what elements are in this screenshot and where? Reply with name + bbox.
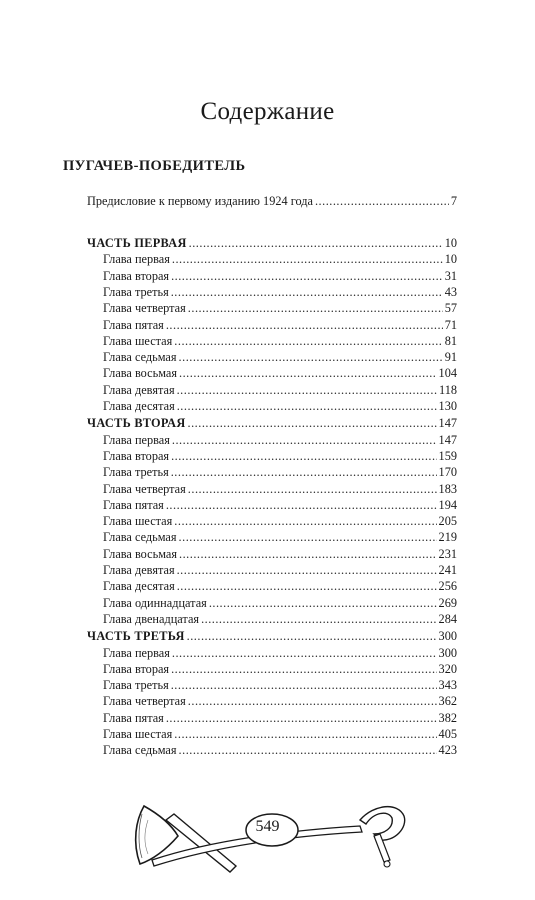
chapter-label: Глава третья bbox=[103, 465, 169, 480]
dot-leader bbox=[174, 514, 436, 529]
chapter-label: Глава четвертая bbox=[103, 481, 186, 496]
chapter-label: Глава восьмая bbox=[103, 546, 178, 561]
dot-leader bbox=[171, 449, 436, 464]
page-ref: 43 bbox=[444, 284, 457, 299]
dot-leader bbox=[179, 366, 437, 381]
toc-chapter-row bbox=[103, 383, 457, 398]
toc-chapter-row bbox=[103, 563, 457, 578]
page-ref: 10 bbox=[444, 252, 457, 267]
chapter-label: Глава первая bbox=[103, 432, 170, 447]
chapter-label: Глава четвертая bbox=[103, 694, 186, 709]
toc-part-row bbox=[87, 629, 457, 644]
dot-leader bbox=[179, 743, 437, 758]
toc-chapter-row bbox=[103, 334, 457, 349]
dot-leader bbox=[172, 252, 443, 267]
chapter-label: Глава седьмая bbox=[103, 530, 177, 545]
toc-chapter-row bbox=[103, 530, 457, 545]
dot-leader bbox=[187, 629, 437, 644]
dot-leader bbox=[171, 662, 436, 677]
toc-chapter-row bbox=[103, 646, 457, 661]
dot-leader bbox=[188, 482, 437, 497]
part-label: ЧАСТЬ ПЕРВАЯ bbox=[87, 236, 187, 250]
page-ref: 284 bbox=[438, 611, 457, 626]
toc-chapter-row bbox=[103, 727, 457, 742]
chapter-label: Глава пятая bbox=[103, 317, 164, 332]
book-title: ПУГАЧЕВ-ПОБЕДИТЕЛЬ bbox=[63, 158, 246, 174]
dot-leader bbox=[171, 678, 437, 693]
chapter-label: Глава вторая bbox=[103, 448, 170, 463]
toc-chapter-row bbox=[103, 579, 457, 594]
page-ref: 159 bbox=[438, 448, 457, 463]
chapter-label: Глава третья bbox=[103, 678, 169, 693]
page-ref: 382 bbox=[438, 710, 457, 725]
chapter-label: Глава вторая bbox=[103, 661, 170, 676]
page-ref: 320 bbox=[438, 661, 457, 676]
dot-leader bbox=[315, 194, 449, 209]
chapter-label: Глава пятая bbox=[103, 710, 164, 725]
page-ref: 118 bbox=[439, 382, 457, 397]
chapter-label: Глава первая bbox=[103, 645, 170, 660]
chapter-label: Глава восьмая bbox=[103, 366, 178, 381]
page-ref: 256 bbox=[438, 579, 457, 594]
chapter-label: Глава двенадцатая bbox=[103, 611, 200, 626]
toc-chapter-row bbox=[103, 596, 457, 611]
chapter-label: Глава десятая bbox=[103, 579, 175, 594]
page-ref: 405 bbox=[438, 727, 457, 741]
preface-label: Предисловие к первому изданию 1924 года bbox=[87, 194, 313, 208]
dot-leader bbox=[171, 285, 443, 300]
toc-chapter-row bbox=[103, 301, 457, 316]
toc-chapter-row bbox=[103, 678, 457, 693]
toc-chapter-row bbox=[103, 465, 457, 480]
toc-chapter-row bbox=[103, 366, 457, 381]
toc-chapter-row bbox=[103, 318, 457, 333]
dot-leader bbox=[179, 547, 437, 562]
chapter-label: Глава седьмая bbox=[103, 350, 177, 365]
chapter-label: Глава пятая bbox=[103, 497, 164, 512]
page-ref: 81 bbox=[444, 333, 457, 348]
chapter-label: Глава первая bbox=[103, 252, 170, 267]
page-title: Содержание bbox=[200, 98, 335, 125]
page-ref: 362 bbox=[438, 694, 457, 709]
dot-leader bbox=[166, 318, 443, 333]
toc-chapter-row bbox=[103, 547, 457, 562]
toc-chapter-row bbox=[103, 350, 457, 365]
page-ref: 231 bbox=[438, 546, 457, 561]
page-ref: 57 bbox=[444, 301, 457, 316]
dot-leader bbox=[172, 433, 437, 448]
toc-part-row bbox=[87, 236, 457, 251]
toc-part-row bbox=[87, 416, 457, 431]
chapter-label: Глава третья bbox=[103, 284, 169, 299]
chapter-label: Глава шестая bbox=[103, 333, 173, 348]
page-ref: 31 bbox=[444, 268, 457, 283]
dot-leader bbox=[177, 579, 437, 594]
page-ref: 300 bbox=[438, 645, 457, 660]
dot-leader bbox=[177, 383, 437, 398]
chapter-label: Глава вторая bbox=[103, 268, 170, 283]
chapter-label: Глава девятая bbox=[103, 382, 175, 397]
page-ref: 170 bbox=[438, 465, 457, 480]
page-number: 549 bbox=[255, 818, 280, 835]
page-ref: 269 bbox=[438, 595, 457, 610]
dot-leader bbox=[189, 236, 443, 251]
toc-chapter-row bbox=[103, 514, 457, 529]
dot-leader bbox=[177, 563, 437, 578]
toc-chapter-row bbox=[103, 482, 457, 497]
toc-preface-row bbox=[87, 194, 457, 209]
dot-leader bbox=[171, 465, 437, 480]
toc-chapter-row bbox=[103, 498, 457, 513]
page-ref: 343 bbox=[438, 678, 457, 693]
dot-leader bbox=[171, 269, 443, 284]
chapter-label: Глава десятая bbox=[103, 399, 175, 413]
chapter-label: Глава четвертая bbox=[103, 301, 186, 316]
page-ref: 7 bbox=[450, 194, 457, 208]
page-ref: 219 bbox=[438, 530, 457, 545]
page-ref: 130 bbox=[438, 399, 457, 413]
page-ref: 10 bbox=[444, 236, 457, 250]
toc-chapter-row bbox=[103, 433, 457, 448]
page-ref: 91 bbox=[444, 350, 457, 365]
toc-chapter-row bbox=[103, 711, 457, 726]
toc-chapter-row bbox=[103, 662, 457, 677]
dot-leader bbox=[201, 612, 436, 627]
page-ref: 205 bbox=[438, 514, 457, 529]
dot-leader bbox=[174, 334, 442, 349]
toc-chapter-row bbox=[103, 743, 457, 758]
dot-leader bbox=[166, 711, 437, 726]
page-ref: 71 bbox=[444, 317, 457, 332]
dot-leader bbox=[188, 694, 437, 709]
dot-leader bbox=[188, 301, 443, 316]
dot-leader bbox=[174, 727, 436, 742]
toc-chapter-row bbox=[103, 399, 457, 414]
toc-chapter-row bbox=[103, 694, 457, 709]
toc-chapter-row bbox=[103, 449, 457, 464]
dot-leader bbox=[209, 596, 437, 611]
chapter-label: Глава седьмая bbox=[103, 743, 177, 758]
toc-chapter-row bbox=[103, 285, 457, 300]
page-ref: 423 bbox=[438, 743, 457, 758]
page-ref: 241 bbox=[438, 563, 457, 577]
page-ref: 104 bbox=[438, 366, 457, 381]
chapter-label: Глава шестая bbox=[103, 727, 173, 741]
page-ref: 300 bbox=[438, 629, 457, 644]
chapter-label: Глава одиннадцатая bbox=[103, 595, 207, 610]
chapter-label: Глава шестая bbox=[103, 514, 173, 529]
toc-chapter-row bbox=[103, 252, 457, 267]
part-label: ЧАСТЬ ТРЕТЬЯ bbox=[87, 629, 185, 644]
part-label: ЧАСТЬ ВТОРАЯ bbox=[87, 416, 186, 431]
page-ref: 147 bbox=[438, 416, 457, 431]
dot-leader bbox=[179, 530, 437, 545]
toc-chapter-row bbox=[103, 612, 457, 627]
dot-leader bbox=[179, 350, 443, 365]
page-ref: 183 bbox=[438, 481, 457, 496]
page-ref: 147 bbox=[438, 432, 457, 447]
dot-leader bbox=[172, 646, 437, 661]
dot-leader bbox=[177, 399, 437, 414]
dot-leader bbox=[166, 498, 437, 513]
dot-leader bbox=[188, 416, 437, 431]
page-ref: 194 bbox=[438, 497, 457, 512]
toc-chapter-row bbox=[103, 269, 457, 284]
chapter-label: Глава девятая bbox=[103, 563, 175, 577]
